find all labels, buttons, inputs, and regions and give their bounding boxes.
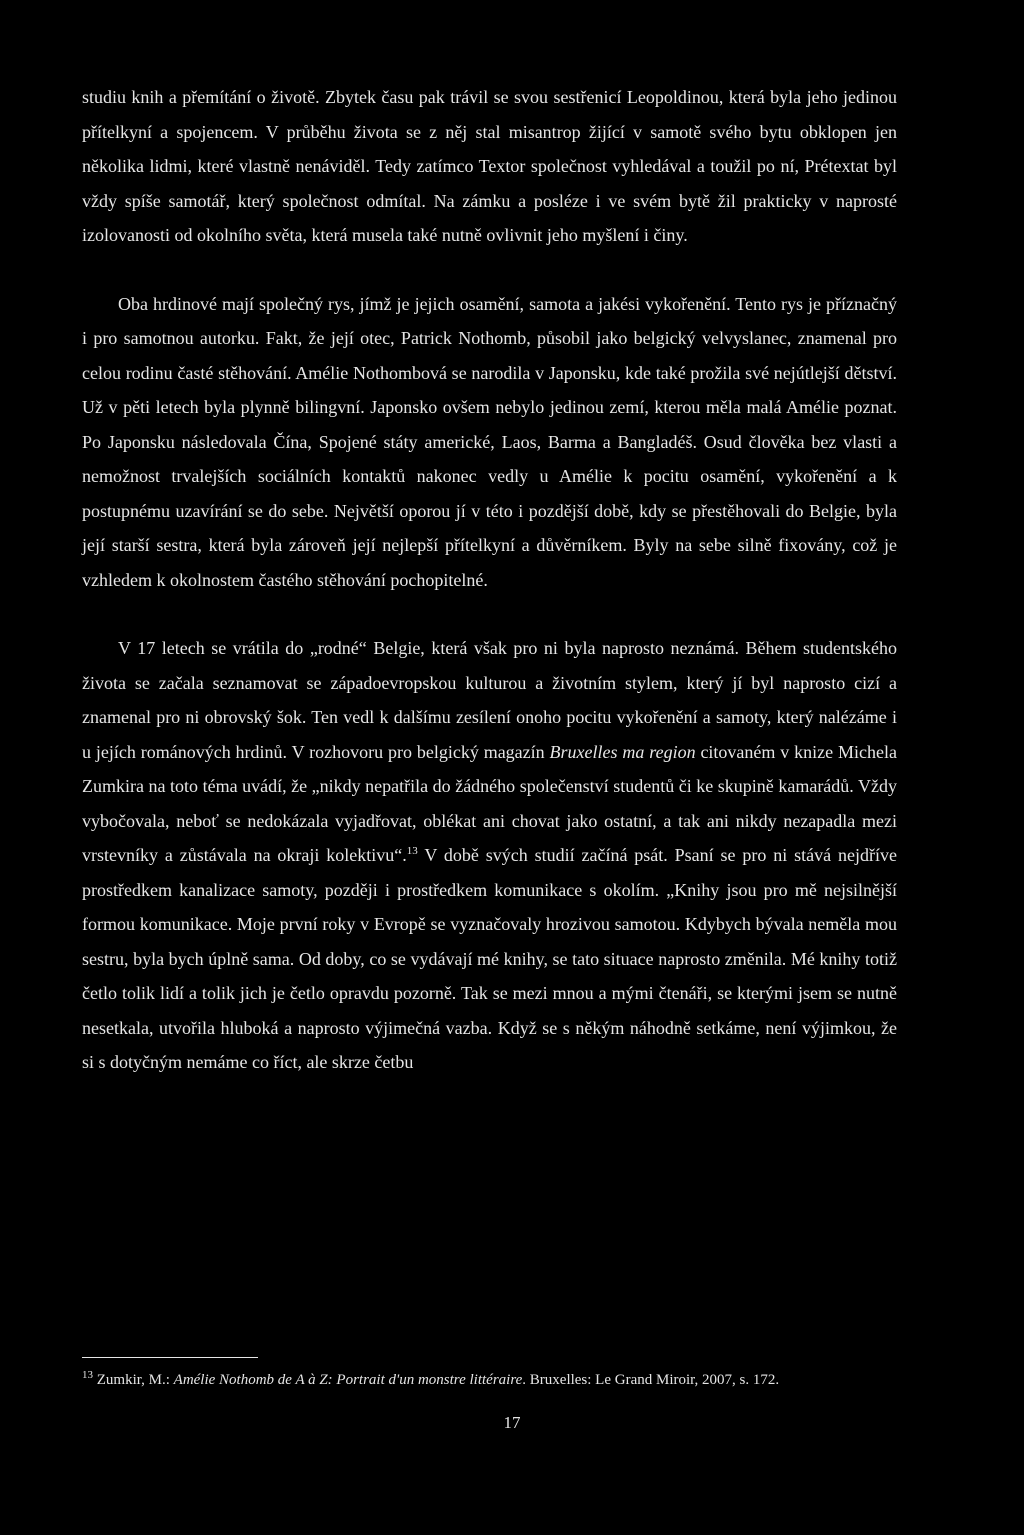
footnote-author: Zumkir, M.: xyxy=(93,1372,174,1388)
page-body xyxy=(82,80,897,1080)
paragraph-3-part-c: V době svých studií začíná psát. Psaní se pro ni stává nejdříve prostředkem kanalizace samoty, později i prostředkem komunikace s okolím. „Knihy jsou pro mě nejsilnější formou komunikace. Moje první roky v Evropě se vyznačovaly hrozivou samotou. Kdybych bývala neměla mou sestru, byla bych úplně sama. Od doby, co se vydávají mé knihy, se tato situace naprosto změnila. Mé knihy totiž četlo tolik lidí a tolik jich je četlo opravdu pozorně. Tak se mezi mnou a mými čtenáři, se kterými jsem se nutně nesetkala, utvořila hluboká a naprosto výjimečná vazba. Když se s někým náhodně setkáme, není výjimkou, že si s dotyčným nemáme co říct, ale skrze četbu xyxy=(82,845,897,1072)
footnote-rest: . Bruxelles: Le Grand Miroir, 2007, s. 172. xyxy=(522,1372,780,1388)
footnote-separator xyxy=(82,1357,258,1358)
footnote-ref: 13 xyxy=(406,845,418,857)
paragraph-2: Oba hrdinové mají společný rys, jímž je jejich osamění, samota a jakési vykořenění. Tento rys je příznačný i pro samotnou autorku. Fakt, že její otec, Patrick Nothomb, působil jako belgický velvyslanec, znamenal pro celou rodinu časté stěhování. Amélie Nothombová se narodila v Japonsku, kde také prožila své nejútlejší dětství. Už v pěti letech byla plynně bilingvní. Japonsko ovšem nebylo jedinou zemí, kterou měla malá Amélie poznat. Po Japonsku následovala Čína, Spojené státy americké, Laos, Barma a Bangladéš. Osud člověka bez vlasti a nemožnost trvalejších sociálních kontaktů nakonec vedly u Amélie k pocitu osamění, vykořenění a k postupnému uzavírání se do sebe. Největší oporou jí v této i pozdější době, kdy se přestěhovali do Belgie, byla její starší sestra, která byla zároveň její nejlepší přítelkyní a důvěrníkem. Byly na sebe silně fixovány, což je vzhledem k okolnostem častého stěhování pochopitelné. xyxy=(82,293,897,590)
magazine-title: Bruxelles ma region xyxy=(549,741,696,762)
footnote-marker: 13 xyxy=(82,1369,93,1381)
paragraph-3-part-a: V 17 letech se vrátila do „rodné“ Belgie, která však pro ni byla naprosto neznámá. Během studentského života se začala seznamovat se západoevropskou kulturou a životním stylem, který jí byl naprosto cizí a znamenal pro ni obrovský šok. Ten vedl k dalšímu zesílení onoho pocitu vykořenění a samoty, který nalézáme i u jejích románových hrdinů. V rozhovoru pro belgický magazín xyxy=(82,638,897,762)
footnote xyxy=(82,1371,897,1390)
footnote-title: Amélie Nothomb de A à Z: Portrait d'un monstre littéraire xyxy=(173,1372,523,1388)
paragraph-1: studiu knih a přemítání o životě. Zbytek času pak trávil se svou sestřenicí Leopoldinou, která byla jeho jedinou přítelkyní a spojencem. V průběhu života se z něj stal misantrop žijící v samotě svého bytu obklopen jen několika lidmi, které vlastně nenáviděl. Tedy zatímco Textor společnost vyhledával a toužil po ní, Prétextat byl vždy spíše samotář, který společnost odmítal. Na zámku a posléze i ve svém bytě žil prakticky v naprosté izolovanosti od okolního světa, která musela také nutně ovlivnit jeho myšlení i činy. xyxy=(82,87,897,245)
paragraph-3-part-b: citovaném v knize Michela Zumkira na toto téma uvádí, že „nikdy nepatřila do žádného společenství studentů či ke skupině kamarádů. Vždy vybočovala, neboť se nedokázala vyjadřovat, oblékat ani chovat jako ostatní, a tak ani nikdy nezapadla mezi vrstevníky a zůstávala na okraji kolektivu“. xyxy=(82,741,897,865)
paragraph-3 xyxy=(82,631,897,1080)
page-number: 17 xyxy=(503,1413,521,1432)
